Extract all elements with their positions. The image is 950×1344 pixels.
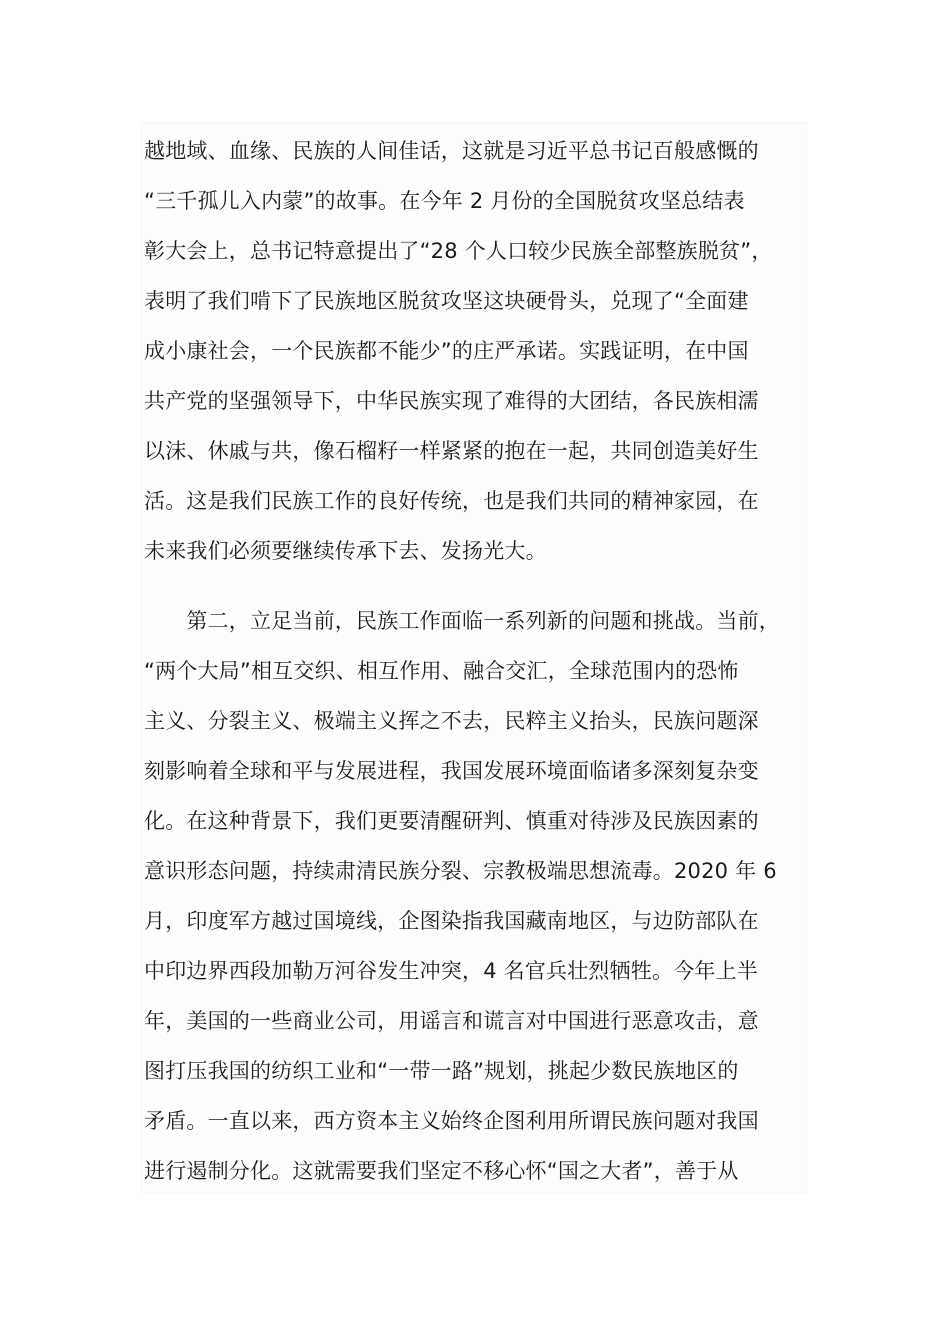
text-line: 图打压我国的纺织工业和“一带一路”规划，挑起少数民族地区的 bbox=[144, 1059, 739, 1083]
text-line: 年，美国的一些商业公司，用谣言和谎言对中国进行恶意攻击，意 bbox=[144, 1009, 759, 1033]
text-line: 主义、分裂主义、极端主义挥之不去，民粹主义抬头，民族问题深 bbox=[144, 709, 759, 733]
text-line: “两个大局”相互交织、相互作用、融合交汇，全球范围内的恐怖 bbox=[144, 659, 739, 683]
text-line: 月，印度军方越过国境线，企图染指我国藏南地区，与边防部队在 bbox=[144, 909, 759, 933]
text-line: 中印边界西段加勒万河谷发生冲突，4 名官兵壮烈牺牲。今年上半 bbox=[144, 959, 759, 983]
text-line: 共产党的坚强领导下，中华民族实现了难得的大团结，各民族相濡 bbox=[144, 389, 759, 413]
text-line: 矛盾。一直以来，西方资本主义始终企图利用所谓民族问题对我国 bbox=[144, 1109, 759, 1133]
text-line: 化。在这种背景下，我们更要清醒研判、慎重对待涉及民族因素的 bbox=[144, 809, 759, 833]
text-line: 第二，立足当前，民族工作面临一系列新的问题和挑战。当前， bbox=[144, 609, 780, 633]
text-line: 刻影响着全球和平与发展进程，我国发展环境面临诸多深刻复杂变 bbox=[144, 759, 759, 783]
text-line: 成小康社会，一个民族都不能少”的庄严承诺。实践证明，在中国 bbox=[144, 339, 749, 363]
text-line: 未来我们必须要继续传承下去、发扬光大。 bbox=[144, 539, 547, 563]
text-line: 意识形态问题，持续肃清民族分裂、宗教极端思想流毒。2020 年 6 bbox=[144, 859, 777, 883]
text-line: 以沫、休戚与共，像石榴籽一样紧紧的抱在一起，共同创造美好生 bbox=[144, 439, 759, 463]
text-line: 彰大会上，总书记特意提出了“28 个人口较少民族全部整族脱贫”， bbox=[144, 239, 773, 263]
text-line: “三千孤儿入内蒙”的故事。在今年 2 月份的全国脱贫攻坚总结表 bbox=[144, 189, 745, 213]
text-line: 表明了我们啃下了民族地区脱贫攻坚这块硬骨头，兑现了“全面建 bbox=[144, 289, 749, 313]
text-line: 越地域、血缘、民族的人间佳话，这就是习近平总书记百般感慨的 bbox=[144, 139, 759, 163]
text-line: 活。这是我们民族工作的良好传统，也是我们共同的精神家园，在 bbox=[144, 489, 759, 513]
text-line: 进行遏制分化。这就需要我们坚定不移心怀“国之大者”，善于从 bbox=[144, 1159, 739, 1183]
